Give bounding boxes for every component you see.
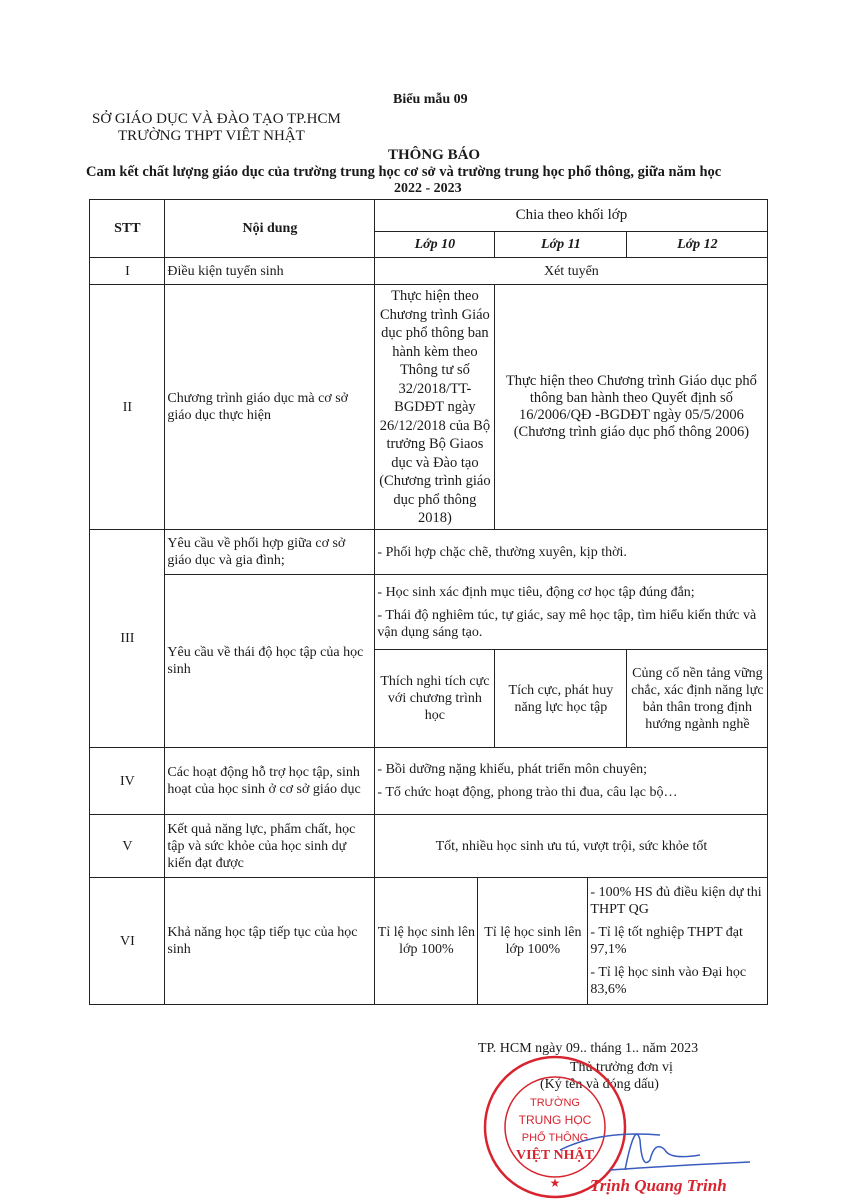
row2-grade11-12: Thực hiện theo Chương trình Giáo dục phổ thông ban hành theo Quyết định số 16/2006/QĐ -BGDĐT ngày 05/5/2006 (Chương trình giáo dục phổ thông 2006) bbox=[494, 284, 768, 530]
signer-role: Thủ trưởng đơn vị bbox=[570, 1060, 673, 1075]
doc-title: THÔNG BÁO bbox=[388, 147, 481, 163]
row3-value-a: - Phối hợp chặc chẽ, thường xuyên, kịp thời. bbox=[374, 529, 768, 575]
svg-text:TRUNG HỌC: TRUNG HỌC bbox=[518, 1113, 592, 1127]
row1-value: Xét tuyển bbox=[374, 257, 768, 285]
header-grade-11: Lớp 11 bbox=[494, 231, 627, 258]
school-year: 2022 - 2023 bbox=[394, 181, 462, 196]
department: SỞ GIÁO DỤC VÀ ĐÀO TẠO TP.HCM bbox=[92, 111, 341, 127]
row3-grade11: Tích cực, phát huy năng lực học tập bbox=[494, 649, 627, 748]
row3-bullet-2: - Thái độ nghiêm túc, tự giác, say mê học tập, tìm hiểu kiến thức và vận dụng sáng tạo. bbox=[377, 607, 757, 640]
row1-content: Điều kiện tuyển sinh bbox=[164, 257, 375, 285]
row4-content: Các hoạt động hỗ trợ học tập, sinh hoạt của học sinh ở cơ sở giáo dục bbox=[164, 747, 375, 815]
svg-text:★: ★ bbox=[549, 1176, 561, 1190]
doc-subtitle: Cam kết chất lượng giáo dục của trường trung học cơ sở và trường trung học phổ thông, giữa năm học bbox=[86, 164, 722, 180]
row6-bullet-3: - Tỉ lệ học sinh vào Đại học 83,6% bbox=[590, 965, 747, 998]
row4-bullet-2: - Tổ chức hoạt động, phong trào thi đua, câu lạc bộ… bbox=[377, 785, 678, 801]
header-grade-12: Lớp 12 bbox=[626, 231, 768, 258]
row2-grade10: Thực hiện theo Chương trình Giáo dục phổ thông ban hành kèm theo Thông tư số 32/2018/TT-BGDĐT ngày 26/12/2018 của Bộ trưởng Bộ Giaos dục và Đào tạo (Chương trình giáo dục phổ thông 2018) bbox=[374, 284, 495, 530]
header-stt: STT bbox=[89, 199, 165, 258]
signature-note: (Ký tên và đóng dấu) bbox=[540, 1077, 659, 1092]
row3-bullets bbox=[374, 574, 768, 650]
row6-content: Khả năng học tập tiếp tục của học sinh bbox=[164, 877, 375, 1005]
place-date: TP. HCM ngày 09.. tháng 1.. năm 2023 bbox=[478, 1041, 699, 1056]
row5-stt: V bbox=[89, 814, 165, 878]
row6-bullet-1: - 100% HS đủ điều kiện dự thi THPT QG bbox=[590, 885, 762, 918]
row3-stt: III bbox=[89, 529, 165, 748]
row5-content: Kết quả năng lực, phẩm chất, học tập và sức khỏe của học sinh dự kiến đạt được bbox=[164, 814, 375, 878]
row3-content-b: Yêu cầu về thái độ học tập của học sinh bbox=[164, 574, 375, 748]
row3-content-a: Yêu cầu về phối hợp giữa cơ sở giáo dục và gia đình; bbox=[164, 529, 375, 575]
header-content: Nội dung bbox=[164, 199, 375, 258]
svg-text:TRƯỜNG: TRƯỜNG bbox=[530, 1097, 580, 1109]
form-number: Biểu mẫu 09 bbox=[393, 92, 468, 107]
row3-grade10: Thích nghi tích cực với chương trình học bbox=[374, 649, 495, 748]
row4-bullets bbox=[374, 747, 768, 815]
row4-stt: IV bbox=[89, 747, 165, 815]
svg-text:VIỆT NHẬT: VIỆT NHẬT bbox=[516, 1148, 594, 1163]
row6-grade10: Tỉ lệ học sinh lên lớp 100% bbox=[374, 877, 478, 1005]
row6-bullet-2: - Tỉ lệ tốt nghiệp THPT đạt 97,1% bbox=[590, 925, 743, 958]
svg-text:PHỔ THÔNG: PHỔ THÔNG bbox=[521, 1132, 589, 1144]
header-grade-10: Lớp 10 bbox=[374, 231, 495, 258]
header-group: Chia theo khối lớp bbox=[374, 199, 768, 232]
signer-name: Trịnh Quang Trinh bbox=[590, 1176, 727, 1195]
row4-bullet-1: - Bồi dưỡng nặng khiếu, phát triển môn chuyên; bbox=[377, 762, 648, 778]
row2-content: Chương trình giáo dục mà cơ sở giáo dục thực hiện bbox=[164, 284, 375, 530]
row3-bullet-1: - Học sinh xác định mục tiêu, động cơ học tập đúng đắn; bbox=[377, 584, 695, 600]
row3-grade12: Củng cố nền tảng vững chắc, xác định năng lực bản thân trong định hướng ngành nghề bbox=[626, 649, 768, 748]
row5-value: Tốt, nhiều học sinh ưu tú, vượt trội, sức khỏe tốt bbox=[374, 814, 768, 878]
school-name: TRƯỜNG THPT VIÊT NHẬT bbox=[118, 128, 305, 144]
row6-grade11: Tỉ lệ học sinh lên lớp 100% bbox=[477, 877, 588, 1005]
row6-grade12 bbox=[587, 877, 768, 1005]
row1-stt: I bbox=[89, 257, 165, 285]
row2-stt: II bbox=[89, 284, 165, 530]
row6-stt: VI bbox=[89, 877, 165, 1005]
